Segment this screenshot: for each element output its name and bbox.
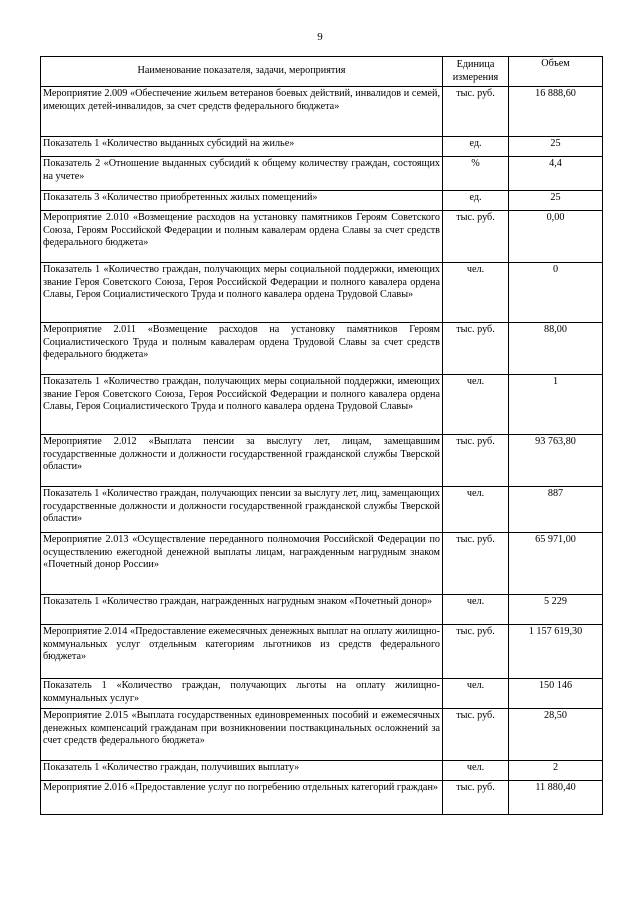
row-unit: % bbox=[443, 157, 509, 191]
row-name: Мероприятие 2.011 «Возмещение расходов на установку памятников Героям Социалистического Труда и полным кавалерам ордена Трудовой Славы за счет средств федерального бюджета» bbox=[41, 323, 443, 375]
row-volume: 1 157 619,30 bbox=[509, 625, 603, 679]
row-name: Мероприятие 2.016 «Предоставление услуг по погребению отдельных категорий граждан» bbox=[41, 781, 443, 815]
row-name: Мероприятие 2.014 «Предоставление ежемесячных денежных выплат на оплату жилищно-коммунальных услуг отдельным категориям льготников из средств федерального бюджета» bbox=[41, 625, 443, 679]
row-volume: 25 bbox=[509, 191, 603, 211]
header-unit: Единица измерения bbox=[443, 57, 509, 87]
row-name: Показатель 3 «Количество приобретенных жилых помещений» bbox=[41, 191, 443, 211]
row-name: Показатель 1 «Количество граждан, получивших выплату» bbox=[41, 761, 443, 781]
header-volume: Объем bbox=[509, 57, 603, 87]
table-row bbox=[41, 323, 603, 375]
row-volume: 5 229 bbox=[509, 595, 603, 625]
row-name: Мероприятие 2.009 «Обеспечение жильем ветеранов боевых действий, инвалидов и семей, имеющих детей-инвалидов, за счет средств федерального бюджета» bbox=[41, 87, 443, 137]
row-unit: чел. bbox=[443, 761, 509, 781]
row-volume: 16 888,60 bbox=[509, 87, 603, 137]
indicators-table bbox=[40, 56, 603, 815]
table-row bbox=[41, 709, 603, 761]
row-unit: тыс. руб. bbox=[443, 87, 509, 137]
row-unit: тыс. руб. bbox=[443, 435, 509, 487]
row-volume: 4,4 bbox=[509, 157, 603, 191]
row-unit: чел. bbox=[443, 595, 509, 625]
row-unit: тыс. руб. bbox=[443, 323, 509, 375]
row-volume: 887 bbox=[509, 487, 603, 533]
row-unit: чел. bbox=[443, 679, 509, 709]
table-row bbox=[41, 595, 603, 625]
table-row bbox=[41, 625, 603, 679]
table-row bbox=[41, 157, 603, 191]
table-row bbox=[41, 781, 603, 815]
row-volume: 88,00 bbox=[509, 323, 603, 375]
row-unit: чел. bbox=[443, 263, 509, 323]
table-row bbox=[41, 263, 603, 323]
row-volume: 65 971,00 bbox=[509, 533, 603, 595]
row-name: Показатель 1 «Количество граждан, награжденных нагрудным знаком «Почетный донор» bbox=[41, 595, 443, 625]
row-unit: ед. bbox=[443, 137, 509, 157]
table-row bbox=[41, 487, 603, 533]
row-volume: 93 763,80 bbox=[509, 435, 603, 487]
row-volume: 0 bbox=[509, 263, 603, 323]
row-name: Мероприятие 2.015 «Выплата государственных единовременных пособий и ежемесячных денежных компенсаций гражданам при возникновении поствакцинальных осложнений за счет средств федерального бюджета» bbox=[41, 709, 443, 761]
row-volume: 28,50 bbox=[509, 709, 603, 761]
row-name: Показатель 1 «Количество выданных субсидий на жилье» bbox=[41, 137, 443, 157]
row-unit: ед. bbox=[443, 191, 509, 211]
row-volume: 1 bbox=[509, 375, 603, 435]
row-volume: 150 146 bbox=[509, 679, 603, 709]
row-unit: тыс. руб. bbox=[443, 211, 509, 263]
row-unit: тыс. руб. bbox=[443, 781, 509, 815]
row-name: Мероприятие 2.013 «Осуществление переданного полномочия Российской Федерации по осуществлению ежегодной денежной выплаты лицам, награжденным нагрудным знаком «Почетный донор России» bbox=[41, 533, 443, 595]
row-name: Показатель 1 «Количество граждан, получающих меры социальной поддержки, имеющих звание Героя Советского Союза, Героя Российской Федерации и полного кавалера ордена Славы, Героя Социалистического Труда и полного кавалера ордена Трудовой Славы» bbox=[41, 375, 443, 435]
row-name: Мероприятие 2.010 «Возмещение расходов на установку памятников Героям Советского Союза, Героям Российской Федерации и полным кавалерам ордена Славы за счет средств федерального бюджета» bbox=[41, 211, 443, 263]
table-row bbox=[41, 435, 603, 487]
table-row bbox=[41, 679, 603, 709]
row-name: Показатель 2 «Отношение выданных субсидий к общему количеству граждан, состоящих на учете» bbox=[41, 157, 443, 191]
table-row bbox=[41, 211, 603, 263]
row-name: Мероприятие 2.012 «Выплата пенсии за выслугу лет, лицам, замещавшим государственные должности и должности государственной гражданской службы Тверской области» bbox=[41, 435, 443, 487]
page-number: 9 bbox=[317, 31, 323, 43]
row-unit: тыс. руб. bbox=[443, 533, 509, 595]
row-volume: 25 bbox=[509, 137, 603, 157]
table-row bbox=[41, 761, 603, 781]
row-unit: тыс. руб. bbox=[443, 625, 509, 679]
row-volume: 2 bbox=[509, 761, 603, 781]
table-row bbox=[41, 137, 603, 157]
row-volume: 0,00 bbox=[509, 211, 603, 263]
row-name: Показатель 1 «Количество граждан, получающих пенсии за выслугу лет, лиц, замещающих государственные должности и должности государственной гражданской службы Тверской области» bbox=[41, 487, 443, 533]
table-row bbox=[41, 191, 603, 211]
row-name: Показатель 1 «Количество граждан, получающих льготы на оплату жилищно-коммунальных услуг» bbox=[41, 679, 443, 709]
row-unit: тыс. руб. bbox=[443, 709, 509, 761]
table-row bbox=[41, 533, 603, 595]
row-name: Показатель 1 «Количество граждан, получающих меры социальной поддержки, имеющих звание Героя Советского Союза, Героя Российской Федерации и полного кавалера ордена Славы, Героя Социалистического Труда и полного кавалера ордена Трудовой Славы» bbox=[41, 263, 443, 323]
table-row bbox=[41, 87, 603, 137]
header-name: Наименование показателя, задачи, мероприятия bbox=[41, 57, 443, 87]
row-unit: чел. bbox=[443, 375, 509, 435]
row-volume: 11 880,40 bbox=[509, 781, 603, 815]
table-row bbox=[41, 375, 603, 435]
row-unit: чел. bbox=[443, 487, 509, 533]
table-header-row bbox=[41, 57, 603, 87]
